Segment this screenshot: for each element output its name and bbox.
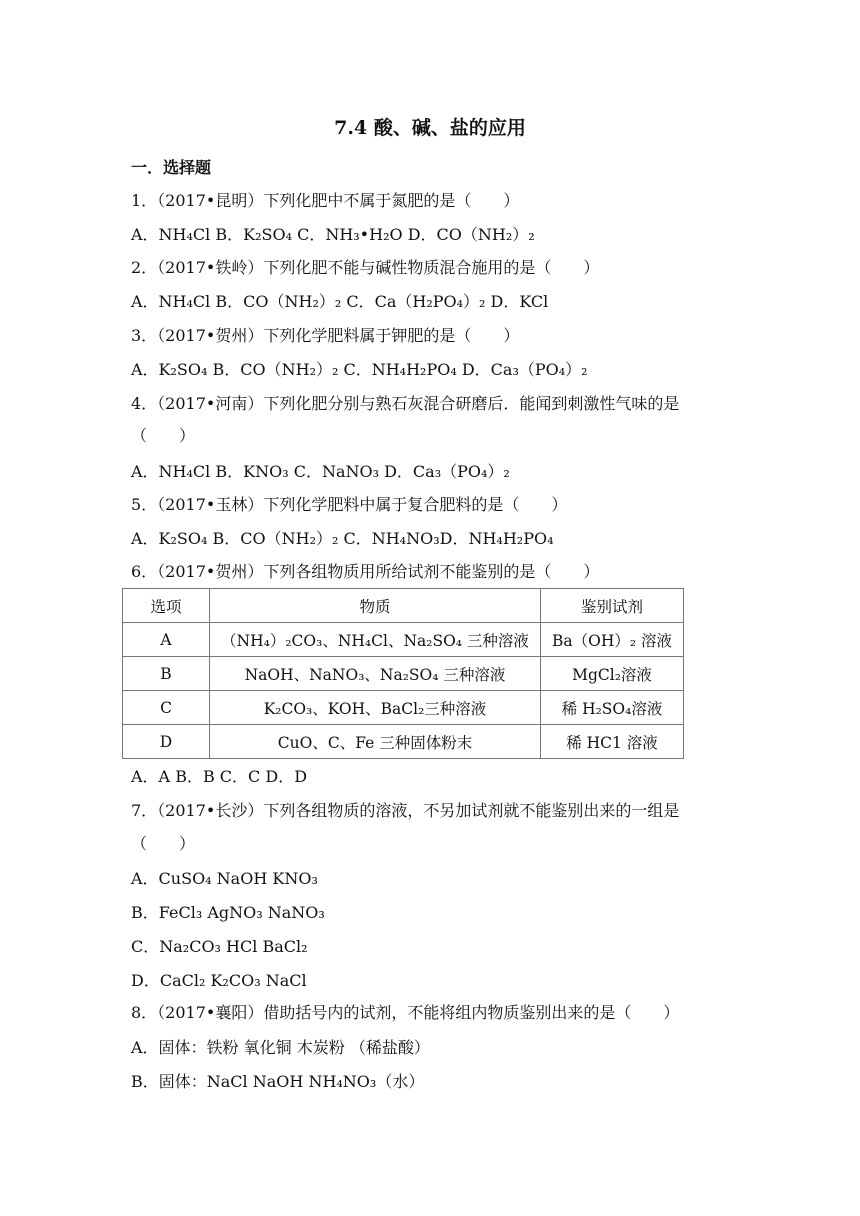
table-cell: NaOH、NaNO₃、Na₂SO₄ 三种溶液	[210, 657, 541, 691]
question-8-option-b: B．固体：NaCl NaOH NH₄NO₃（水）	[131, 1072, 425, 1091]
question-1-options: A．NH₄Cl B．K₂SO₄ C．NH₃•H₂O D．CO（NH₂）₂	[131, 225, 535, 244]
question-3: 3．（2017•贺州）下列化学肥料属于钾肥的是（ ）	[131, 326, 520, 345]
question-7-option-c: C．Na₂CO₃ HCl BaCl₂	[131, 937, 308, 956]
table-cell: CuO、C、Fe 三种固体粉末	[210, 725, 541, 759]
table-cell: K₂CO₃、KOH、BaCl₂三种溶液	[210, 691, 541, 725]
question-7-option-a: A．CuSO₄ NaOH KNO₃	[131, 869, 318, 888]
question-5: 5．（2017•玉林）下列化学肥料中属于复合肥料的是（ ）	[131, 495, 568, 514]
reagent-table	[122, 588, 684, 759]
question-2: 2．（2017•铁岭）下列化肥不能与碱性物质混合施用的是（ ）	[131, 258, 600, 277]
table-row	[123, 725, 684, 759]
table-header-row	[123, 589, 684, 623]
question-7-paren: （ ）	[131, 834, 196, 853]
table-cell: （NH₄）₂CO₃、NH₄Cl、Na₂SO₄ 三种溶液	[210, 623, 541, 657]
question-8: 8．（2017•襄阳）借助括号内的试剂，不能将组内物质鉴别出来的是（ ）	[131, 1003, 680, 1022]
question-4: 4．（2017•河南）下列化肥分别与熟石灰混合研磨后．能闻到刺激性气味的是	[131, 394, 680, 413]
table-cell: Ba（OH）₂ 溶液	[541, 623, 684, 657]
question-6-options: A．A B．B C．C D．D	[131, 767, 308, 786]
table-cell: MgCl₂溶液	[541, 657, 684, 691]
table-row	[123, 657, 684, 691]
table-cell: A	[123, 623, 210, 657]
table-cell: 稀 HC1 溶液	[541, 725, 684, 759]
question-7-option-b: B．FeCl₃ AgNO₃ NaNO₃	[131, 903, 325, 922]
table-cell: D	[123, 725, 210, 759]
table-cell: B	[123, 657, 210, 691]
question-1: 1．（2017•昆明）下列化肥中不属于氮肥的是（ ）	[131, 191, 520, 210]
question-4-options: A．NH₄Cl B．KNO₃ C．NaNO₃ D．Ca₃（PO₄）₂	[131, 462, 510, 481]
question-7: 7．（2017•长沙）下列各组物质的溶液，不另加试剂就不能鉴别出来的一组是	[131, 801, 680, 820]
question-2-options: A．NH₄Cl B．CO（NH₂）₂ C．Ca（H₂PO₄）₂ D．KCl	[131, 292, 549, 311]
table-row	[123, 623, 684, 657]
page-title: 7.4 酸、碱、盐的应用	[334, 117, 526, 139]
header-option: 选项	[123, 589, 210, 623]
table-row	[123, 691, 684, 725]
question-6: 6．（2017•贺州）下列各组物质用所给试剂不能鉴别的是（ ）	[131, 562, 600, 581]
table-cell: C	[123, 691, 210, 725]
header-reagent: 鉴别试剂	[541, 589, 684, 623]
question-8-option-a: A．固体：铁粉 氧化铜 木炭粉 （稀盐酸）	[131, 1038, 430, 1057]
question-5-options: A．K₂SO₄ B．CO（NH₂）₂ C．NH₄NO₃D．NH₄H₂PO₄	[131, 529, 554, 548]
question-3-options: A．K₂SO₄ B．CO（NH₂）₂ C．NH₄H₂PO₄ D．Ca₃（PO₄）₂	[131, 360, 588, 379]
question-7-option-d: D．CaCl₂ K₂CO₃ NaCl	[131, 971, 307, 990]
question-4-paren: （ ）	[131, 426, 196, 445]
section-heading: 一．选择题	[131, 158, 212, 177]
header-substance: 物质	[210, 589, 541, 623]
table-cell: 稀 H₂SO₄溶液	[541, 691, 684, 725]
